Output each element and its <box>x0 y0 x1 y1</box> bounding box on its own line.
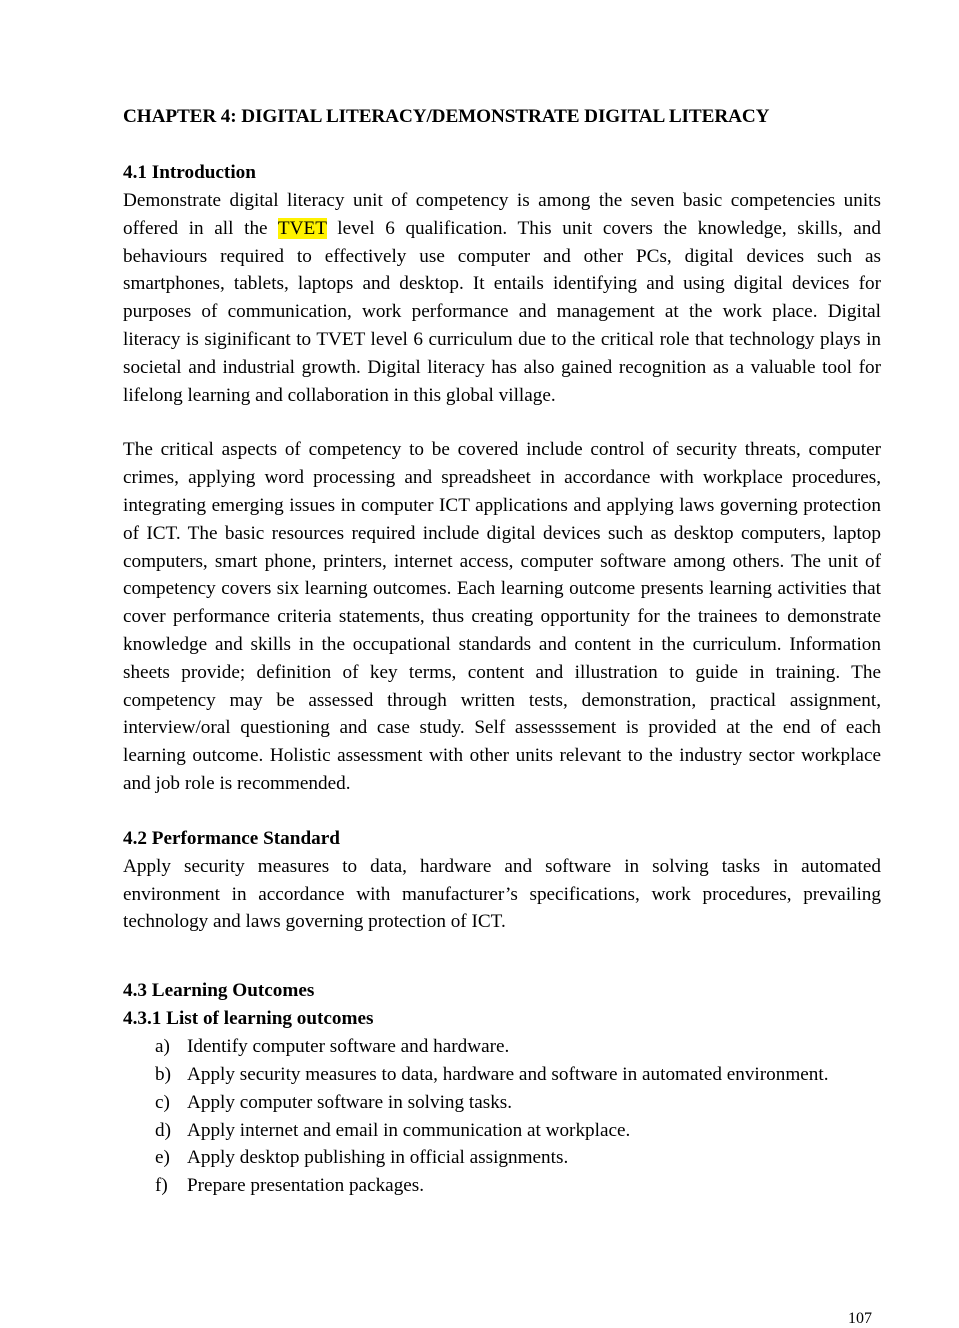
list-marker: e) <box>155 1147 170 1169</box>
intro-paragraph-2: The critical aspects of competency to be covered include control of security threats, computer crimes, applying word processing and spreadsheet in accordance with workplace procedures, integrating emerging issues in computer ICT applications and applying laws governing protection of ICT. The basic resources required include digital devices such as desktop computers, laptop computers, smart phone, printers, internet access, computer software among others. The unit of competency covers six learning outcomes. Each learning outcome presents learning activities that cover performance criteria statements, thus creating opportunity for the trainees to demonstrate knowledge and skills in the occupational standards and content in the curriculum. Information sheets provide; definition of key terms, content and illustration to guide in training. The competency may be assessed through written tests, demonstration, practical assignment, interview/oral questioning and case study. Self assesssement is provided at the end of each learning outcome. Holistic assessment with other units relevant to the industry sector workplace and job role is recommended. <box>123 439 881 794</box>
spacer <box>123 936 881 977</box>
spacer <box>123 130 881 159</box>
intro-text-start: Demonstrate digital literacy unit of competency is among the seven basic competencies units offered in all the <box>123 190 881 239</box>
list-item <box>123 1061 881 1089</box>
spacer <box>123 409 881 436</box>
list-item <box>123 1172 881 1200</box>
list-item-text: Apply desktop publishing in official assignments. <box>187 1147 569 1169</box>
list-marker: d) <box>155 1119 171 1141</box>
list-marker: f) <box>155 1175 168 1197</box>
section-heading-introduction: 4.1 Introduction <box>123 162 256 183</box>
intro-paragraph-1 <box>123 187 881 409</box>
learning-outcomes-list <box>123 1033 881 1200</box>
list-item-text: Apply computer software in solving tasks. <box>187 1091 513 1113</box>
list-item <box>123 1033 881 1061</box>
page-number: 107 <box>848 1310 872 1327</box>
list-marker: c) <box>155 1091 170 1113</box>
list-item-text: Apply internet and email in communication at workplace. <box>187 1119 631 1141</box>
list-item-text: Identify computer software and hardware. <box>187 1036 510 1058</box>
section-heading-learning-outcomes: 4.3 Learning Outcomes <box>123 980 315 1002</box>
list-item <box>123 1089 881 1117</box>
list-item <box>123 1117 881 1145</box>
list-item-text: Apply security measures to data, hardware and software in automated environment. <box>187 1063 829 1085</box>
list-marker: a) <box>155 1036 170 1058</box>
highlighted-term: TVET <box>277 217 327 239</box>
subsection-heading-list-of-outcomes: 4.3.1 List of learning outcomes <box>123 1008 374 1030</box>
performance-standard-paragraph: Apply security measures to data, hardware and software in solving tasks in automated environment in accordance with manufacturer’s specifications, work procedures, prevailing technology and laws governing protection of ICT. <box>123 855 881 933</box>
intro-text-rest: level 6 qualification. This unit covers the knowledge, skills, and behaviours required to effectively use computer and other PCs, digital devices such as smartphones, tablets, laptops and desktop. It entails identifying and using digital devices for purposes of communication, work performance and management at the work place. Digital literacy is siginificant to TVET level 6 curriculum due to the critical role that technology plays in societal and industrial growth. Digital literacy has also gained recognition as a valuable tool for lifelong learning and collaboration in this global village. <box>123 217 881 406</box>
list-item <box>123 1144 881 1172</box>
list-marker: b) <box>155 1063 171 1085</box>
chapter-title: CHAPTER 4: DIGITAL LITERACY/DEMONSTRATE DIGITAL LITERACY <box>123 106 770 127</box>
spacer <box>123 798 881 825</box>
page-content <box>123 103 881 1200</box>
list-item-text: Prepare presentation packages. <box>187 1175 425 1197</box>
section-heading-performance-standard: 4.2 Performance Standard <box>123 827 340 849</box>
